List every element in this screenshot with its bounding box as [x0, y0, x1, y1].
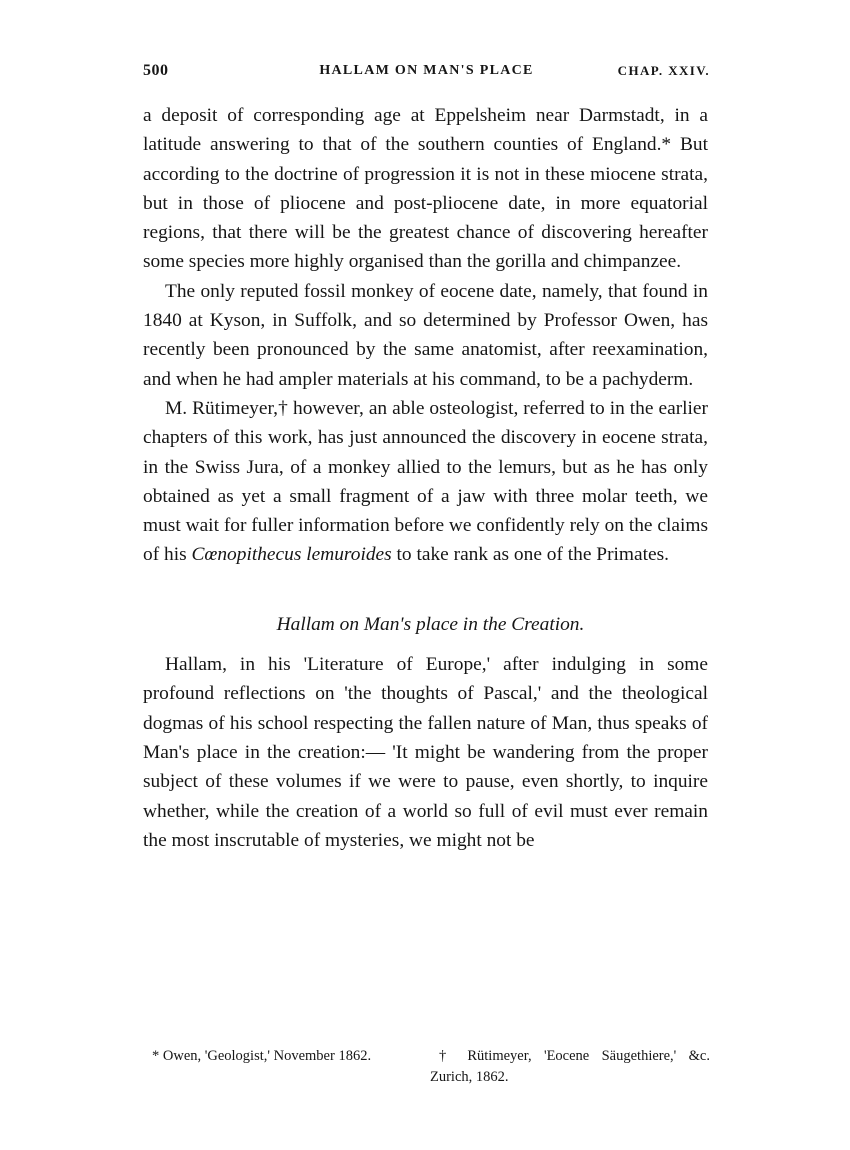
paragraph-rutimeyer [143, 394, 708, 570]
footnotes [143, 1046, 710, 1088]
paragraph-continuation: a deposit of corresponding age at Eppelsheim near Darmstadt, in a latitude answering to that of the southern counties of England.* But according to the doctrine of progression it is not in these miocene strata, but in those of pliocene and post-pliocene date, in more equatorial regions, that there will be the greatest chance of discovering hereafter some species more highly organised than the gorilla and chimpanzee. [143, 105, 708, 273]
paragraph-text: to take rank as one of the Primates. [396, 544, 670, 566]
footnote-owen: * Owen, 'Geologist,' November 1862. [152, 1048, 372, 1064]
running-header [143, 62, 710, 84]
species-name: Cœnopithecus lemuroides [191, 544, 392, 566]
page-number: 500 [143, 62, 169, 79]
paragraph-fossil-monkey: The only reputed fossil monkey of eocene date, namely, that found in 1840 at Kyson, in Suffolk, and so determined by Professor Owen, has recently been pronounced by the same anatomist, after reexamination, and when he had ampler materials at his command, to be a pachyderm. [143, 280, 708, 390]
chapter-label: CHAP. XXIV. [617, 63, 710, 78]
paragraph-hallam: Hallam, in his 'Literature of Europe,' after indulging in some profound reflections on 'the thoughts of Pascal,' and the theological dogmas of his school respecting the fallen nature of Man, thus speaks of Man's place in the creation:— 'It might be wandering from the proper subject of these volumes if we were to pause, even shortly, to inquire whether, while the creation of a world so full of evil must ever remain the most inscrutable of mysteries, we might not be [143, 654, 708, 851]
section-heading: Hallam on Man's place in the Creation. [276, 613, 585, 635]
main-text [143, 101, 708, 855]
footnote-rutimeyer: † Rütimeyer, 'Eocene Säugethiere,' &c. Zurich, 1862. [430, 1048, 710, 1085]
paragraph-text: M. Rütimeyer,† however, an able osteologist, referred to in the earlier chapters of this work, has just announced the discovery in eocene strata, in the Swiss Jura, of a monkey allied to the lemurs, but as he has only obtained as yet a small fragment of a jaw with three molar teeth, we must wait for fuller information before we confidently rely on the claims of his [143, 397, 708, 566]
running-title: HALLAM ON MAN'S PLACE [319, 63, 534, 78]
